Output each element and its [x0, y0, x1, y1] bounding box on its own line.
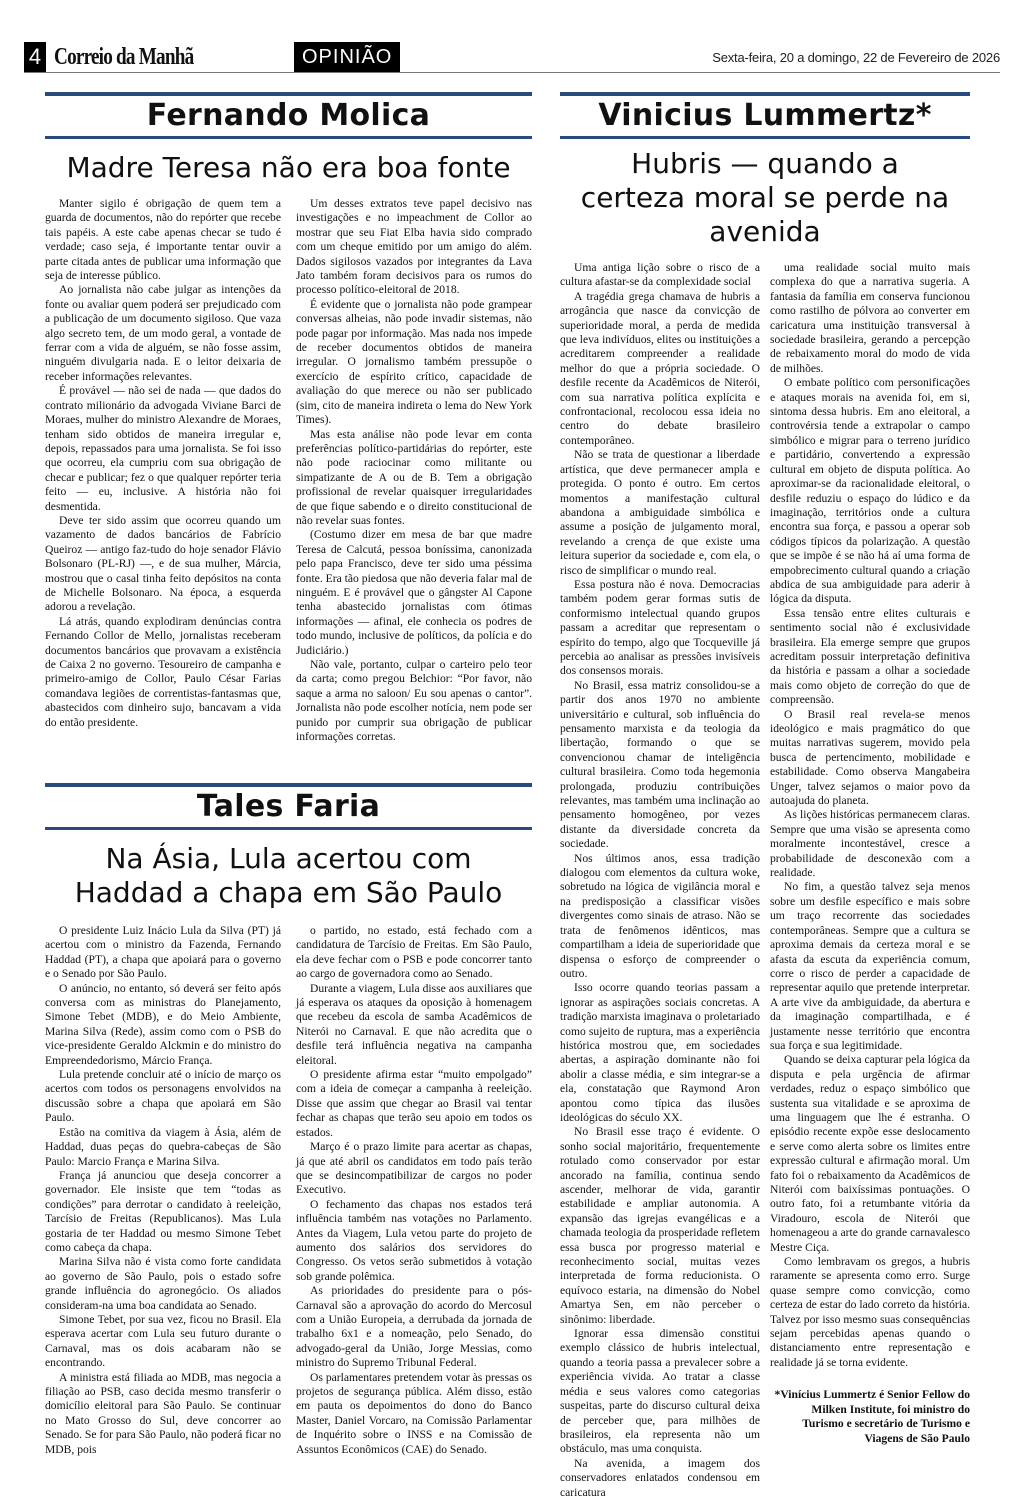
- paragraph: Não vale, portanto, culpar o carteiro pelo teor da carta; como pregou Belchior: “Por favor, não saque a arma no saloon/ Eu sou apenas o cantor”. Jornalista não pode escolher notícia, nem pode ser punido por cumprir sua obrigação de publicar informações corretas.: [296, 658, 532, 744]
- paragraph: Mas esta análise não pode levar em conta preferências político-partidárias do repórter, este não pode raciocinar como militante ou simpatizante de A ou de B. Tem a obrigação profissional de revelar quaisquer irregularidades de que fique sabendo e o direito constitucional de não revelar suas fontes.: [296, 427, 532, 527]
- paragraph: Lá atrás, quando explodiram denúncias contra Fernando Collor de Mello, jornalistas receberam documentos bancários que provavam a existência de Caixa 2 no governo. Tesoureiro de campanha e primeiro-amigo de Collor, Paulo César Farias comandava legiões de correntistas-fantasmas que, abastecidos com dinheiro sujo, bancavam a vida do então presidente.: [45, 614, 281, 729]
- paragraph: Simone Tebet, por sua vez, ficou no Brasil. Ela esperava acertar com Lula seu futuro durante o Carnaval, mas os dois acabaram não se encontrando.: [45, 1312, 281, 1370]
- paragraph: uma realidade social muito mais complexa do que a narrativa sugeria. A fantasia da família em conserva funcionou como rastilho de pólvora ao converter em caricatura uma instituição transversal à sociedade brasileira, gerando a percepção de rebaixamento moral do modo de vida de milhões.: [770, 261, 970, 375]
- paragraph: (Costumo dizer em mesa de bar que madre Teresa de Calcutá, pessoa boníssima, canonizada pelo papa Francisco, deve ter sido uma péssima fonte. Era tão piedosa que não deveria falar mal de ninguém. E é provável que o gângster Al Capone tenha abastecido jornalistas com ótimas informações — afinal, ele conhecia os podres de todo mundo, inclusive de políticos, da polícia e do Judiciário.): [296, 528, 532, 657]
- paragraph: No Brasil esse traço é evidente. O sonho social majoritário, frequentemente rotulado como conservador por estar ancorado na família, continua sendo ascender, melhorar de vida, garantir estabilidade e ampliar autonomia. A expansão das igrejas evangélicas e a chamada teologia da prosperidade refletem essa busca por progresso material e reconhecimento social, muitas vezes interpretada de forma reducionista. O equívoco estaria, na dimensão do Nobel Amartya Sen, em não perceber o sinônimo: liberdade.: [560, 1125, 760, 1326]
- paragraph: O fechamento das chapas nos estados terá influência também nas votações no Parlamento. Antes da Viagem, Lula vetou parte do projeto de aumento dos salários dos servidores do Congresso. Os vetos serão submetidos à votação sob grande polêmica.: [296, 1197, 532, 1283]
- mid-rule: [45, 136, 532, 139]
- article-fernando-molica: [45, 92, 532, 744]
- paragraph: Ignorar essa dimensão constitui exemplo clássico de hubris intelectual, quando a teoria passa a prevalecer sobre a experiência vivida. Ao tratar a classe média e seus valores como categorias suspeitas, parte do discurso cultural deixa de perceber que, para milhões de brasileiros, ela representa não um obstáculo, mas uma conquista.: [560, 1327, 760, 1456]
- paragraph: o partido, no estado, está fechado com a candidatura de Tarcísio de Freitas. Em São Paulo, ela deve fechar com o PSB e pode concorrer tanto ao cargo de governadora como ao Senado.: [296, 924, 532, 981]
- edition-date: Sexta-feira, 20 a domingo, 22 de Fevereiro de 2026: [712, 50, 1000, 65]
- paragraph: As prioridades do presidente para o pós-Carnaval são a aprovação do acordo do Mercosul com a União Europeia, a derrubada da jornada de trabalho 6x1 e a nomeação, pelo Senado, do advogado-geral da União, Jorge Messias, como ministro do Supremo Tribunal Federal.: [296, 1284, 532, 1370]
- paragraph: Essa tensão entre elites culturais e sentimento social não é exclusividade brasileira. Ela emerge sempre que grupos acreditam possuir interpretação definitiva da história e passam a olhar a sociedade mais como objeto de correção do que de compreensão.: [770, 606, 970, 707]
- text-column-1: [45, 197, 281, 744]
- paragraph: As lições históricas permanecem claras. Sempre que uma visão se apresenta como moralmente incontestável, cresce a probabilidade de desconexão com a realidade.: [770, 808, 970, 880]
- paragraph: Isso ocorre quando teorias passam a ignorar as aspirações sociais concretas. A tradição marxista imaginava o proletariado como sujeito de ruptura, mas a experiência histórica mostrou que, em sociedades abertas, a aspiração dominante não foi abolir a classe média, e sim integrar-se a ela, constatação que Raymond Aron apontou como típica das ilusões ideológicas do século XX.: [560, 981, 760, 1124]
- paragraph: Um desses extratos teve papel decisivo nas investigações e no impeachment de Collor ao mostrar que seu Fiat Elba havia sido comprado com um cheque emitido por um amigo do além. Dados sigilosos vazados por integrantes da Lava Jato também foram decisivos para os rumos do processo político-eleitoral de 2018.: [296, 197, 532, 297]
- text-column-2: [296, 924, 532, 1457]
- paragraph: É provável — não sei de nada — que dados do contrato milionário da advogada Viviane Barci de Moraes, mulher do ministro Alexandre de Moraes, tenham sido obtidos de maneira irregular e, depois, repassados para uma jornalista. Se foi isso que ocorreu, ela cumpriu com sua obrigação de checar e publicar; fez o que qualquer repórter teria feito — eu, inclusive. A história não foi desmentida.: [45, 384, 281, 513]
- author-name: Vinicius Lummertz*: [598, 98, 932, 133]
- paragraph: Durante a viagem, Lula disse aos auxiliares que já esperava os ataques da oposição à homenagem que recebeu da escola de samba Acadêmicos de Niterói no Carnaval. E que não acredita que o desfile terá influência negativa na campanha eleitoral.: [296, 981, 532, 1067]
- paragraph: A tragédia grega chamava de hubris a arrogância que nasce da convicção de superioridade moral, a perda de medida que leva indivíduos, elites ou instituições a acreditarem compreender a realidade melhor do que a própria sociedade. O desfile recente da Acadêmicos de Niterói, com sua narrativa política explícita e confrontacional, recolocou essa ideia no centro do debate brasileiro contemporâneo.: [560, 289, 760, 447]
- article-tales-faria: [45, 783, 532, 1457]
- paragraph: Deve ter sido assim que ocorreu quando um vazamento de dados bancários de Fabrício Queiroz — antigo faz-tudo do hoje senador Flávio Bolsonaro (PL-RJ) —, e de sua mulher, Márcia, mostrou que o casal tinha feito depósitos na conta de Michelle Bolsonaro. Na época, a esquerda adorou a revelação.: [45, 513, 281, 614]
- paragraph: Quando se deixa capturar pela lógica da disputa e pela urgência de afirmar verdades, reduz o espaço simbólico que sustenta sua vitalidade e se aproxima de uma linguagem que lhe é estranha. O episódio recente expõe esse deslocamento e serve como alerta sobre os limites entre expressão cultural e afirmação moral. Um fato foi o rebaixamento da Acadêmicos de Niterói com baixíssimas pontuações. O outro fato, foi a retumbante vitória da Viradouro, escola de Niterói que homenageou a arte do grande carnavalesco Mestre Ciça.: [770, 1053, 970, 1254]
- paragraph: Ao jornalista não cabe julgar as intenções da fonte ou avaliar quem poderá ser prejudicado com a publicação de um documento sigiloso. Que vaza algo secreto tem, de um modo geral, a vontade de ferrar com a vida de alguém, se não fosse assim, ninguém divulgaria nada. E o leitor deixaria de receber informações relevantes.: [45, 283, 281, 383]
- paragraph: O Brasil real revela-se menos ideológico e mais pragmático do que muitas narrativas sugerem, movido pela busca de pertencimento, mobilidade e estabilidade. Como observa Mangabeira Unger, talvez sejamos o maior povo da autoajuda do planeta.: [770, 707, 970, 808]
- paragraph: O anúncio, no entanto, só deverá ser feito após conversa com as ministras do Planejamento, Simone Tebet (MDB), e do Meio Ambiente, Marina Silva (Rede), assim como com o PSB do vice-presidente Geraldo Alckmin e do ministro do Empreendedorismo, Márcio França.: [45, 981, 281, 1067]
- paragraph: O presidente afirma estar “muito empolgado” com a ideia de começar a campanha à reeleição. Disse que assim que chegar ao Brasil vai tentar fechar as chapas que terão seu apoio em todos os estados.: [296, 1068, 532, 1139]
- mid-rule: [45, 827, 532, 830]
- author-bio: *Vinícius Lummertz é Senior Fellow do Milken Institute, foi ministro do Turismo e secretário de Turismo e Viagens de São Paulo: [774, 1388, 970, 1445]
- author-name: Tales Faria: [196, 789, 381, 824]
- paragraph: É evidente que o jornalista não pode grampear conversas alheias, não pode invadir sistemas, não pode pagar por informação. Mas nada nos impede de receber documentos obtidos de maneira irregular. O jornalismo também pressupõe o exercício de espírito crítico, capacidade de avaliação do que merece ou não ser publicado (sim, cito de maneira indireta o lema do New York Times).: [296, 297, 532, 427]
- paragraph: Marina Silva não é vista como forte candidata ao governo de São Paulo, pois o estado sofre grande influência do agronegócio. Os aliados consideram-na uma boa candidata ao Senado.: [45, 1255, 281, 1312]
- paragraph: Manter sigilo é obrigação de quem tem a guarda de documentos, não do repórter que recebe tais papéis. A este cabe apenas checar se tudo é verdade; caso seja, é importante tentar ouvir a parte citada antes de publicar uma informação que seja de interesse público.: [45, 197, 281, 283]
- mid-rule: [560, 136, 970, 139]
- section-label: OPINIÃO: [294, 42, 400, 72]
- paragraph: Os parlamentares pretendem votar às pressas os projetos de segurança pública. Além disso, estão em pauta os depoimentos do dono do Banco Master, Daniel Vorcaro, na Comissão Parlamentar de Inquérito sobre o INSS e na Comissão de Assuntos Econômicos (CAE) do Senado.: [296, 1370, 532, 1456]
- text-column-2: [296, 197, 532, 744]
- text-column-2: [770, 261, 970, 1370]
- article-title: Madre Teresa não era boa fonte: [66, 151, 511, 184]
- author-name: Fernando Molica: [146, 98, 431, 133]
- paragraph: Março é o prazo limite para acertar as chapas, já que até abril os candidatos em todo país terão que se desincompatibilizar de cargos no poder Executivo.: [296, 1140, 532, 1197]
- article-title: Hubris — quando a certeza moral se perde na avenida: [580, 147, 950, 248]
- paragraph: Nos últimos anos, essa tradição dialogou com elementos da cultura woke, sobretudo na lógica de vigilância moral e na predisposição a classificar visões divergentes como sinais de atraso. Não se trata de fenômenos idênticos, mas compartilham a ideia de superioridade que dispensa o esforço de compreender o outro.: [560, 851, 760, 980]
- newspaper-name: Correio da Manhã: [54, 44, 194, 70]
- text-column-1: [560, 261, 760, 1500]
- paragraph: O presidente Luiz Inácio Lula da Silva (PT) já acertou com o ministro da Fazenda, Fernando Haddad (PT), a chapa que apoiará para o governo e o Senado por São Paulo.: [45, 924, 281, 981]
- paragraph: Essa postura não é nova. Democracias também podem gerar formas sutis de conformismo intelectual quando grupos passam a acreditar que representam o espírito do tempo, algo que Tocqueville já percebia ao analisar as pressões invisíveis dos consensos morais.: [560, 577, 760, 678]
- page-number: 4: [24, 42, 46, 72]
- page-header: [24, 42, 1000, 73]
- paragraph: Como lembravam os gregos, a hubris raramente se apresenta como erro. Surge quase sempre como convicção, como certeza de estar do lado correto da história. Talvez por isso mesmo suas consequências sejam percebidas apenas quando o distanciamento entre representação e realidade já se torna evidente.: [770, 1255, 970, 1369]
- article-vinicius-lummertz: [560, 92, 970, 1500]
- paragraph: Não se trata de questionar a liberdade artística, que deve permanecer ampla e protegida. O ponto é outro. Em certos momentos a manifestação cultural abandona a ambiguidade simbólica e assume a posição de julgamento moral, revelando a crença de que existe uma leitura superior da sociedade e, com ela, o risco de simplificar o mundo real.: [560, 448, 760, 577]
- paragraph: França já anunciou que deseja concorrer a governador. Ele insiste que tem “todas as condições” para derrotar o candidato à reeleição, Tarcísio de Freitas (Republicanos). Mas Lula gostaria de ter Haddad ou mesmo Simone Tebet como cabeça da chapa.: [45, 1168, 281, 1254]
- text-column-1: [45, 924, 281, 1457]
- paragraph: Uma antiga lição sobre o risco de a cultura afastar-se da complexidade social: [560, 261, 760, 289]
- paragraph: Estão na comitiva da viagem à Ásia, além de Haddad, duas peças do quebra-cabeças de São Paulo: Marcio França e Marina Silva.: [45, 1125, 281, 1168]
- paragraph: No Brasil, essa matriz consolidou-se a partir dos anos 1970 no ambiente universitário e cultural, sob influência do pensamento marxista e da teologia da libertação, formando o que se convencionou chamar de inteligência cultural brasileira. Como toda hegemonia prolongada, produziu contribuições relevantes, mas também uma inclinação ao pensamento homogêneo, por vezes distante da diversidade concreta da sociedade.: [560, 678, 760, 851]
- paragraph: Lula pretende concluir até o início de março os acertos com todos os personagens envolvidos na discussão sobre a chapa que apoiará em São Paulo.: [45, 1068, 281, 1125]
- paragraph: No fim, a questão talvez seja menos sobre um desfile específico e mais sobre um traço recorrente das sociedades contemporâneas. Sempre que a cultura se aproxima demais da certeza moral e se afasta da escuta da experiência comum, corre o risco de perder a capacidade de representar aquilo que pretende interpretar. A arte vive da ambiguidade, da abertura e da imaginação compartilhada, e é justamente nesse território que encontra sua força e sua legitimidade.: [770, 880, 970, 1052]
- paragraph: Na avenida, a imagem dos conservadores enlatados condensou em caricatura: [560, 1456, 760, 1499]
- paragraph: O embate político com personificações e ataques morais na avenida foi, em si, sintoma dessa hubris. Em ano eleitoral, a controvérsia tende a extrapolar o campo simbólico e migrar para o terreno jurídico e partidário, convertendo a expressão cultural em objeto de disputa política. Ao aproximar-se da racionalidade eleitoral, o desfile reduziu o espaço do lúdico e da imaginação, territórios onde a cultura encontra sua força, e passou a operar sob códigos típicos da polarização. A questão que se impõe é se não há aí uma forma de empobrecimento cultural quando a criação abdica de sua ambiguidade para aderir à lógica da disputa.: [770, 376, 970, 606]
- paragraph: A ministra está filiada ao MDB, mas negocia a filiação ao PSB, caso decida mesmo transferir o domicílio eleitoral para São Paulo. Se continuar no Mato Grosso do Sul, deve concorrer ao Senado. Se for para São Paulo, não poderá ficar no MDB, pois: [45, 1370, 281, 1456]
- article-title: Na Ásia, Lula acertou com Haddad a chapa em São Paulo: [74, 842, 503, 909]
